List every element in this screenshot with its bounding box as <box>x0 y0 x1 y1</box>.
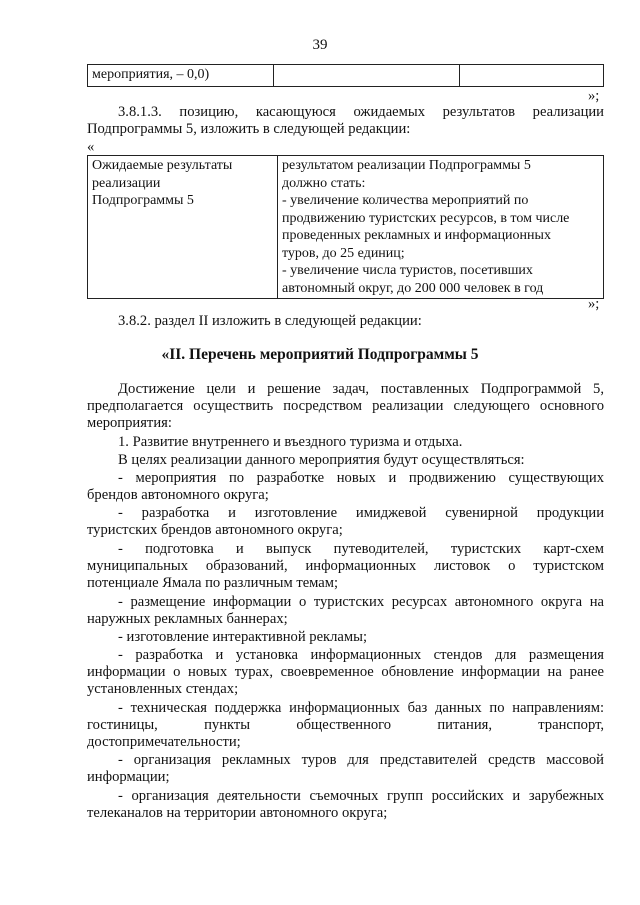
top-table-fragment <box>87 64 604 87</box>
item-3813-line1: 3.8.1.3. позицию, касающуюся ожидаемых результатов реализации <box>118 104 604 120</box>
bullet-line: гостиницы, пункты общественного питания, транспорт, <box>87 717 604 733</box>
item-3813-line2: Подпрограммы 5, изложить в следующей редакции: <box>87 121 411 137</box>
bullet-line: наружных рекламных баннерах; <box>87 611 288 627</box>
results-table <box>87 155 604 299</box>
bullet-line: достопримечательности; <box>87 734 241 750</box>
top-table-cell-1: мероприятия, – 0,0) <box>88 65 274 87</box>
closing-quote-1: »; <box>588 88 600 104</box>
opening-quote: « <box>87 139 95 155</box>
results-value-line: - увеличение числа туристов, посетивших <box>282 263 533 278</box>
bullet-line: муниципальных образований, информационных листовок о туристском <box>87 558 604 574</box>
results-value-line: продвижению туристских ресурсов, в том числе <box>282 210 570 226</box>
results-value-line: результатом реализации Подпрограммы 5 <box>282 158 531 173</box>
bullet-line: - техническая поддержка информационных баз данных по направлениям: <box>118 700 604 716</box>
bullet-line: - организация рекламных туров для представителей средств массовой <box>118 752 604 768</box>
closing-quote-2: »; <box>588 296 600 312</box>
results-value-line: - увеличение количества мероприятий по <box>282 193 529 208</box>
results-value-line: проведенных рекламных и информационных <box>282 228 551 243</box>
body-line: предполагается осуществить посредством реализации следующего основного <box>87 398 604 414</box>
results-label-line: Подпрограммы 5 <box>92 193 194 208</box>
section-heading: «II. Перечень мероприятий Подпрограммы 5 <box>161 346 479 363</box>
bullet-line: - изготовление интерактивной рекламы; <box>118 629 368 645</box>
body-line: В целях реализации данного мероприятия будут осуществляться: <box>118 452 525 468</box>
results-value-line: туров, до 25 единиц; <box>282 245 405 261</box>
bullet-line: - подготовка и выпуск путеводителей, туристских карт-схем <box>118 541 604 557</box>
results-value-line: автономный округ, до 200 000 человек в год <box>282 280 544 296</box>
results-table-label-cell <box>88 156 278 299</box>
bullet-line: информации о новых турах, своевременное обновление информации на ранее <box>87 664 604 680</box>
bullet-line: информации; <box>87 769 170 785</box>
results-table-value-cell <box>278 156 604 299</box>
bullet-line: потенциале Ямала по различным темам; <box>87 575 339 591</box>
bullet-line: установленных стендах; <box>87 681 239 697</box>
body-line: мероприятия: <box>87 415 172 431</box>
bullet-line: - мероприятия по разработке новых и продвижению существующих <box>118 470 604 486</box>
item-382: 3.8.2. раздел II изложить в следующей редакции: <box>118 313 422 329</box>
body-line: Достижение цели и решение задач, поставленных Подпрограммой 5, <box>118 381 604 397</box>
results-value-line: должно стать: <box>282 175 366 191</box>
bullet-line: - разработка и установка информационных стендов для размещения <box>118 647 604 663</box>
top-table-cell-3 <box>460 65 604 87</box>
bullet-line: - размещение информации о туристских ресурсах автономного округа на <box>118 594 604 610</box>
results-label-line: Ожидаемые результаты <box>92 158 233 173</box>
bullet-line: туристских брендов автономного округа; <box>87 522 343 538</box>
bullet-line: телеканалов на территории автономного округа; <box>87 805 388 821</box>
top-table-cell-2 <box>274 65 460 87</box>
body-line: 1. Развитие внутреннего и въездного туризма и отдыха. <box>118 434 463 450</box>
bullet-line: брендов автономного округа; <box>87 487 269 503</box>
bullet-line: - организация деятельности съемочных групп российских и зарубежных <box>118 788 604 804</box>
results-label-line: реализации <box>92 175 161 191</box>
bullet-line: - разработка и изготовление имиджевой сувенирной продукции <box>118 505 604 521</box>
page-number: 39 <box>312 37 328 53</box>
